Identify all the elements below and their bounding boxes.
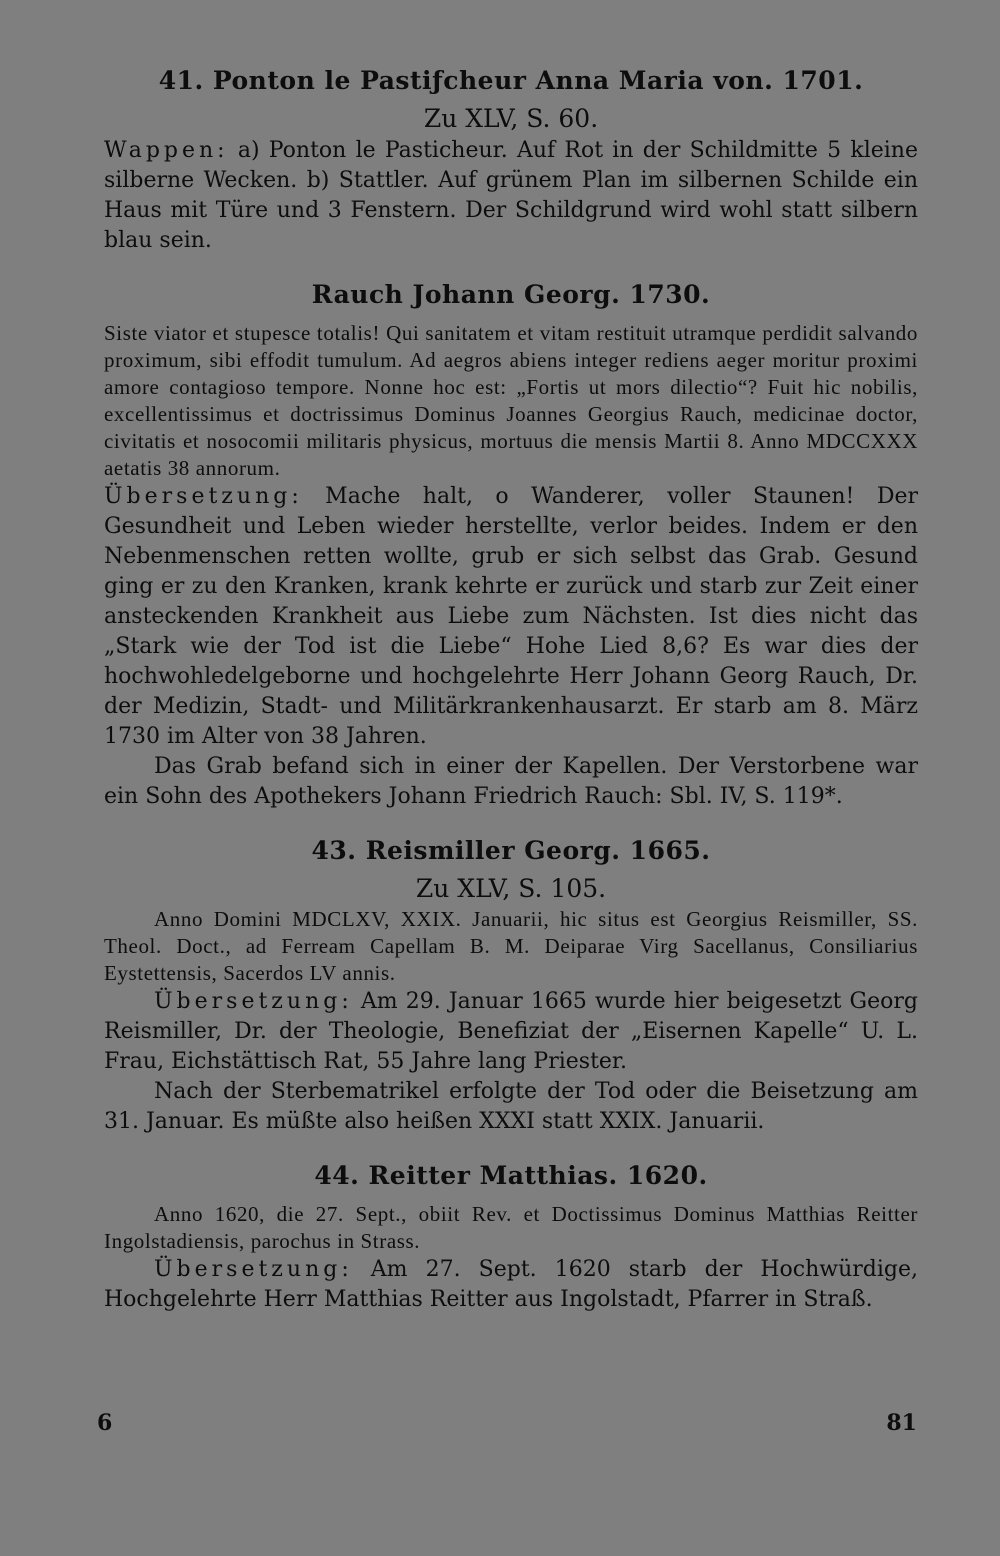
paragraph-label: Übersetzung:: [154, 1257, 353, 1282]
paragraph-text: Am 27. Sept. 1620 starb der Hochwürdige, Hochgelehrte Herr Matthias Reitter aus Ingolstadt, Pfarrer in Straß.: [104, 1257, 918, 1312]
paragraph-label: Übersetzung:: [104, 484, 303, 509]
translation-paragraph: [104, 987, 918, 1077]
page-number: 81: [886, 1410, 917, 1436]
entry-heading: 41. Ponton le Pastiƒcheur Anna Maria von. 1701.: [158, 66, 864, 95]
paragraph-text: Am 29. Januar 1665 wurde hier beigesetzt Georg Reismiller, Dr. der Theologie, Benefiziat der „Eisernen Kapelle“ U. L. Frau, Eichstättisch Rat, 55 Jahre lang Priester.: [104, 989, 918, 1074]
translation-paragraph: [104, 1255, 918, 1315]
note-paragraph: Das Grab befand sich in einer der Kapellen. Der Verstorbene war ein Sohn des Apothekers Johann Friedrich Rauch: Sbl. IV, S. 119*.: [104, 754, 918, 809]
paragraph-label: Wappen:: [104, 138, 229, 163]
entry-42: [104, 278, 918, 812]
coat-of-arms-paragraph: [104, 136, 918, 256]
latin-inscription: Anno Domini MDCLXV, XXIX. Januarii, hic situs est Georgius Reismiller, SS. Theol. Doct., ad Ferream Capellam B. M. Deiparae Virg Sacellanus, Consiliarius Eystettensis, Sacerdos LV annis.: [104, 907, 918, 985]
entry-41: [104, 64, 918, 256]
entry-43: [104, 834, 918, 1137]
entry-reference: Zu XLV, S. 60.: [423, 104, 599, 133]
translation-paragraph: [104, 482, 918, 752]
latin-inscription: Siste viator et stupesce totalis! Qui sanitatem et vitam restituit utramque perdidit salvando proximum, sibi effodit tumulum. Ad aegros abiens integer rediens aeger moritur proximi amore contagioso tempore. Nonne hoc est: „Fortis ut mors dilectio“? Fuit hic nobilis, excellentissimus et doctrissimus Dominus Joannes Georgius Rauch, medicinae doctor, civitatis et nosocomii militaris physicus, mortuus die mensis Martii 8. Anno MDCCXXX aetatis 38 annorum.: [104, 321, 918, 480]
latin-inscription: Anno 1620, die 27. Sept., obiit Rev. et Doctissimus Dominus Matthias Reitter Ingolstadiensis, parochus in Strass.: [104, 1202, 918, 1253]
entry-heading: Rauch Johann Georg. 1730.: [311, 280, 711, 309]
paragraph-label: Übersetzung:: [154, 989, 353, 1014]
entry-heading: 44. Reitter Matthias. 1620.: [314, 1161, 708, 1190]
page-content: [104, 64, 918, 1315]
entry-reference: Zu XLV, S. 105.: [415, 874, 607, 903]
signature-mark: 6: [97, 1410, 113, 1436]
note-paragraph: Nach der Sterbematrikel erfolgte der Tod oder die Beisetzung am 31. Januar. Es müßte also heißen XXXI statt XXIX. Januarii.: [104, 1079, 918, 1134]
entry-heading: 43. Reismiller Georg. 1665.: [311, 836, 711, 865]
paragraph-text: a) Ponton le Pasticheur. Auf Rot in der Schildmitte 5 kleine silberne Wecken. b) Stattler. Auf grünem Plan im silbernen Schilde ein Haus mit Türe und 3 Fenstern. Der Schildgrund wird wohl statt silbern blau sein.: [104, 138, 918, 253]
paragraph-text: Mache halt, o Wanderer, voller Staunen! Der Gesundheit und Leben wieder herstellte, verlor beides. Indem er den Nebenmenschen retten wollte, grub er sich selbst das Grab. Gesund ging er zu den Kranken, krank kehrte er zurück und starb zur Zeit einer ansteckenden Krankheit aus Liebe zum Nächsten. Ist dies nicht das „Stark wie der Tod ist die Liebe“ Hohe Lied 8,6? Es war dies der hochwohledelgeborne und hochgelehrte Herr Johann Georg Rauch, Dr. der Medizin, Stadt- und Militärkrankenhausarzt. Er starb am 8. März 1730 im Alter von 38 Jahren.: [104, 484, 918, 749]
entry-44: [104, 1159, 918, 1315]
